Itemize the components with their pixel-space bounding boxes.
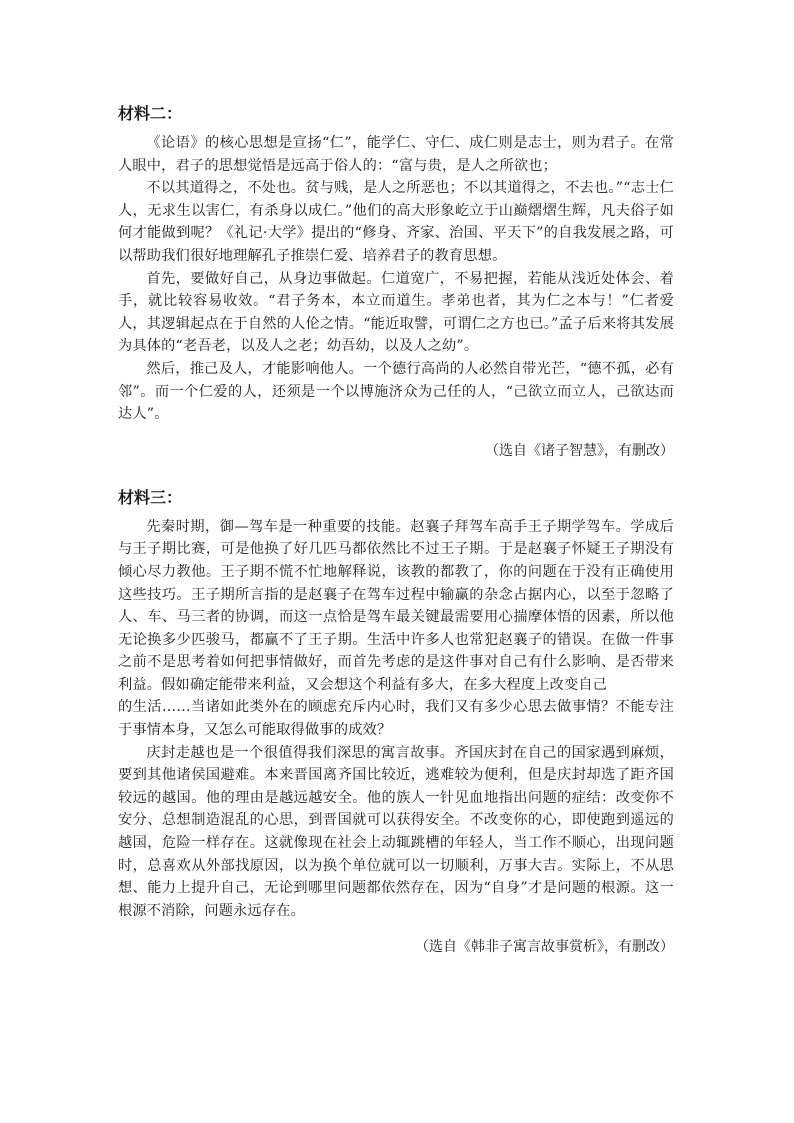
material-three-paragraph: 的生活……当诸如此类外在的顾虑充斥内心时，我们又有多少心思去做事情？不能专注于事情本身，又怎么可能取得做事的成效？ (118, 699, 674, 739)
material-two-section (118, 100, 674, 462)
material-three-paragraph: 先秦时期，御—驾车是一种重要的技能。赵襄子拜驾车高手王子期学驾车。学成后与王子期比赛，可是他换了好几匹马都依然比不过王子期。于是赵襄子怀疑王子期没有倾心尽力教他。王子期不慌不忙地解释说，该教的都教了，你的问题在于没有正确使用这些技巧。王子期所言指的是赵襄子在驾车过程中输赢的杂念占据内心，以至于忽略了人、车、马三者的协调，而这一点恰是驾车最关键最需要用心揣摩体悟的因素，所以他无论换多少匹骏马，都赢不了王子期。生活中许多人也常犯赵襄子的错误。在做一件事之前不是思考着如何把事情做好，而首先考虑的是这件事对自己有什么影响、是否带来利益。假如确定能带来利益，又会想这个利益有多大，在多大程度上改变自己 (118, 518, 674, 693)
material-three-source: （选自《韩非子寓言故事赏析》，有删改） (415, 939, 674, 956)
document-page (118, 100, 674, 958)
material-two-heading: 材料二： (118, 104, 183, 123)
material-three-section (118, 484, 674, 959)
material-two-paragraph: 然后，推己及人，才能影响他人。一个德行高尚的人必然自带光芒，“德不孤，必有邻”。而一个仁爱的人，还须是一个以博施济众为己任的人，“己欲立而立人，己欲达而达人”。 (118, 360, 674, 423)
material-three-heading: 材料三： (118, 487, 183, 507)
material-two-paragraph: 不以其道得之，不处也。贫与贱，是人之所恶也；不以其道得之，不去也。”“志士仁人，无求生以害仁，有杀身以成仁。”他们的高大形象屹立于山巅熠熠生辉，凡夫俗子如何才能做到呢？《礼记·大学》提出的“修身、齐家、治国、平天下”的自我发展之路，可以帮助我们很好地理解孔子推崇仁爱、培养君子的教育思想。 (118, 180, 674, 264)
material-two-paragraph: 首先，要做好自己，从身边事做起。仁道宽广，不易把握，若能从浅近处体会、着手，就比较容易收效。“君子务本，本立而道生。孝弟也者，其为仁之本与！”仁者爱人，其逻辑起点在于自然的人伦之情。“能近取譬，可谓仁之方也已。”孟子后来将其发展为具体的“老吾老，以及人之老；幼吾幼，以及人之幼”。 (118, 270, 674, 355)
material-two-paragraph: 《论语》的核心思想是宣扬“仁”，能学仁、守仁、成仁则是志士，则为君子。在常人眼中，君子的思想觉悟是远高于俗人的：“富与贵，是人之所欲也； (118, 135, 674, 174)
material-three-paragraph: 庆封走越也是一个很值得我们深思的寓言故事。齐国庆封在自己的国家遇到麻烦，要到其他诸侯国避难。本来晋国离齐国比较近，逃难较为便利，但是庆封却选了距齐国较远的越国。他的理由是越远越安全。他的族人一针见血地指出问题的症结：改变你不安分、总想制造混乱的心思，到晋国就可以获得安全。不改变你的心，即使跑到遥远的越国，危险一样存在。这就像现在社会上动辄跳槽的年轻人，当工作不顺心，出现问题时，总喜欢从外部找原因，以为换个单位就可以一切顺利，万事大吉。实际上，不从思想、能力上提升自己，无论到哪里问题都依然存在，因为“自身”才是问题的根源。这一根源不消除，问题永远存在。 (118, 744, 674, 919)
material-two-source: （选自《诸子智慧》，有删改） (485, 442, 674, 459)
